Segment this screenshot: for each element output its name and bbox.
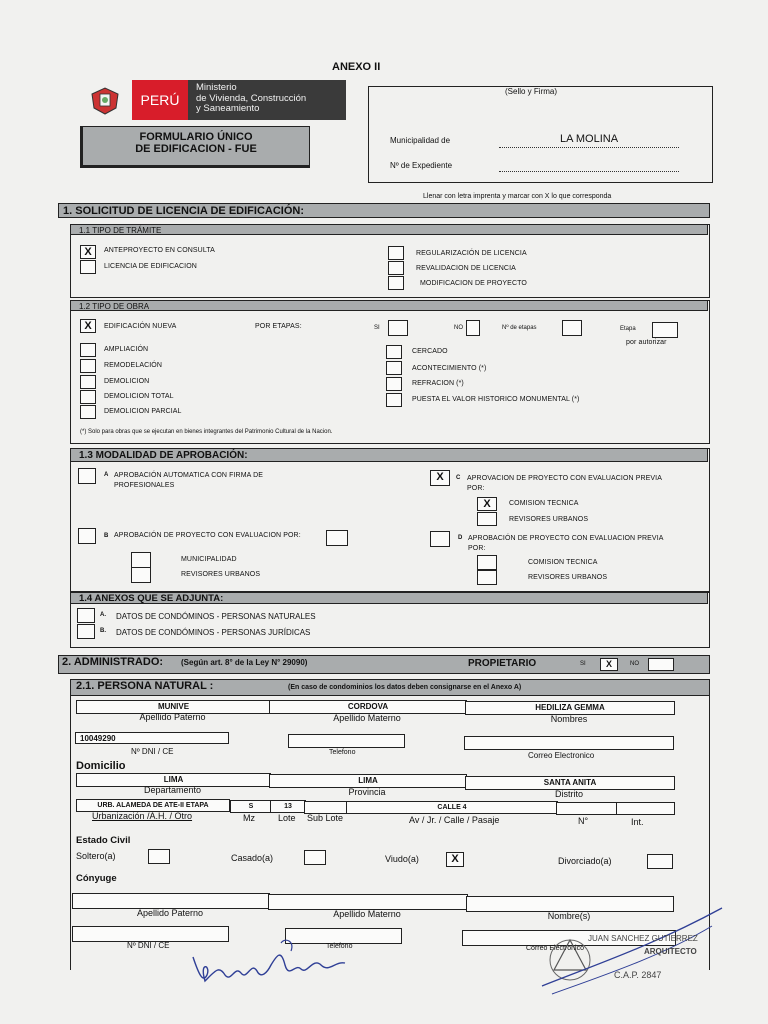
section1-title: 1. SOLICITUD DE LICENCIA DE EDIFICACIÓN: — [58, 203, 710, 218]
licencia-edificacion-checkbox[interactable] — [80, 260, 96, 274]
ampliacion-checkbox[interactable] — [80, 343, 96, 357]
modificacion-checkbox[interactable] — [388, 276, 404, 290]
section-1-4-title: 1.4 ANEXOS QUE SE ADJUNTA: — [70, 592, 708, 604]
municipality-value: LA MOLINA — [559, 133, 619, 145]
annex-b-letter: B. — [100, 628, 106, 634]
stages-yes-checkbox[interactable] — [388, 320, 408, 336]
names-field[interactable]: HEDILIZA GEMMA — [465, 701, 675, 715]
demolicion-total-checkbox[interactable] — [80, 390, 96, 404]
owner-no-label: NO — [630, 661, 639, 667]
revisores-urbanos-c-label: REVISORES URBANOS — [509, 516, 589, 523]
remodelacion-checkbox[interactable] — [80, 359, 96, 373]
number-label: N° — [578, 816, 589, 826]
section-1-3-frame — [70, 448, 710, 592]
section-1-3-title: 1.3 MODALIDAD DE APROBACIÓN: — [70, 448, 708, 462]
maternal-surname-label: Apellido Materno — [333, 713, 401, 723]
licencia-edificacion-label: LICENCIA DE EDIFICACION — [104, 263, 197, 270]
instructions: Llenar con letra imprenta y marcar con X lo que corresponda — [423, 193, 612, 200]
approval-b-extra-checkbox[interactable] — [326, 530, 348, 546]
street-label: Av / Jr. / Calle / Pasaje — [409, 815, 500, 825]
revisores-urbanos-d-label: REVISORES URBANOS — [528, 574, 608, 581]
block-label: Mz — [243, 813, 255, 823]
revisores-urbanos-c-checkbox[interactable] — [477, 512, 497, 526]
email-label: Correo Electronico — [528, 751, 595, 760]
remodelacion-label: REMODELACIÓN — [104, 362, 162, 369]
spouse-names-label: Nombre(s) — [547, 911, 591, 921]
district-label: Distrito — [554, 789, 583, 799]
province-field[interactable]: LIMA — [269, 774, 467, 788]
stages-no-label: NO — [454, 325, 463, 331]
revisores-urbanos-b-label: REVISORES URBANOS — [181, 571, 261, 578]
approval-a-letter: A — [104, 472, 109, 478]
civil-status-label: Estado Civil — [76, 835, 131, 846]
edificacion-nueva-label: EDIFICACIÓN NUEVA — [104, 323, 177, 330]
regularizacion-checkbox[interactable] — [388, 246, 404, 260]
demolicion-total-label: DEMOLICION TOTAL — [104, 393, 174, 400]
form-title: FORMULARIO ÚNICO DE EDIFICACION - FUE — [135, 131, 257, 155]
married-checkbox[interactable] — [304, 850, 326, 865]
lot-field[interactable]: 13 — [270, 800, 306, 813]
approval-d-label: APROBACIÓN DE PROYECTO CON EVALUACION PREVIA POR: — [468, 535, 664, 552]
section-1-1-title: 1.1 TIPO DE TRÁMITE — [70, 224, 708, 235]
revalidacion-checkbox[interactable] — [388, 261, 404, 275]
revisores-urbanos-d-checkbox[interactable] — [477, 570, 497, 585]
phone-field[interactable] — [288, 734, 405, 748]
approval-a-checkbox[interactable] — [78, 468, 96, 484]
widowed-checkbox[interactable]: X — [446, 852, 464, 867]
architect-title: ARQUITECTO — [644, 947, 697, 956]
valor-historico-label: PUESTA EL VALOR HISTORICO MONUMENTAL (*) — [412, 396, 580, 403]
spouse-maternal-field[interactable] — [268, 894, 468, 910]
approval-b-checkbox[interactable] — [78, 528, 96, 544]
urbanization-label: Urbanización /A.H. / Otro — [92, 811, 193, 821]
revalidacion-label: REVALIDACION DE LICENCIA — [416, 265, 516, 272]
ministry-name: Ministerio de Vivienda, Construcción y Saneamiento — [188, 80, 346, 120]
department-label: Departamento — [143, 785, 202, 795]
spouse-maternal-label: Apellido Materno — [333, 909, 401, 919]
handwritten-signature — [185, 935, 355, 990]
phone-label: Telefono — [329, 749, 356, 756]
annex-b-label: DATOS DE CONDÓMINOS - PERSONAS JURÍDICAS — [116, 628, 311, 637]
file-number-field[interactable] — [499, 160, 679, 172]
single-checkbox[interactable] — [148, 849, 170, 864]
department-field[interactable]: LIMA — [76, 773, 271, 787]
demolicion-checkbox[interactable] — [80, 375, 96, 389]
stage-label: Etapa — [620, 326, 636, 332]
divorced-checkbox[interactable] — [647, 854, 673, 869]
comision-tecnica-c-checkbox[interactable]: X — [477, 497, 497, 511]
interior-field[interactable] — [616, 802, 675, 815]
valor-historico-checkbox[interactable] — [386, 393, 402, 407]
spouse-dni-label: Nº DNI / CE — [127, 941, 170, 950]
district-field[interactable]: SANTA ANITA — [465, 776, 675, 790]
approval-d-letter: D — [458, 535, 463, 541]
email-field[interactable] — [464, 736, 674, 750]
section2-subtitle: (Según art. 8° de la Ley N° 29090) — [181, 658, 308, 667]
spouse-paternal-label: Apellido Paterno — [136, 908, 204, 918]
widowed-label: Viudo(a) — [385, 854, 419, 864]
revisores-urbanos-b-checkbox[interactable] — [131, 567, 151, 583]
street-field[interactable]: CALLE 4 — [346, 801, 558, 814]
seal-label: (Sello y Firma) — [505, 87, 558, 96]
annex-title: ANEXO II — [332, 61, 381, 73]
regularizacion-label: REGULARIZACIÓN DE LICENCIA — [416, 250, 527, 257]
municipality-label: Municipalidad de — [390, 136, 451, 145]
por-etapas-label: POR ETAPAS: — [255, 323, 302, 330]
refraccion-checkbox[interactable] — [386, 377, 402, 391]
owner-yes-checkbox[interactable]: X — [600, 658, 618, 671]
form-title-box — [80, 126, 310, 168]
comision-tecnica-d-label: COMISION TECNICA — [528, 559, 598, 566]
to-authorize-label: por autorizar — [626, 339, 667, 346]
divorced-label: Divorciado(a) — [558, 856, 612, 866]
annex-b-checkbox[interactable] — [77, 624, 95, 639]
dni-field[interactable]: 10049290 — [75, 732, 229, 744]
modificacion-label: MODIFICACION DE PROYECTO — [420, 280, 527, 287]
edificacion-nueva-checkbox[interactable]: X — [80, 319, 96, 333]
demolicion-parcial-label: DEMOLICION PARCIAL — [104, 408, 182, 415]
acontecimiento-checkbox[interactable] — [386, 361, 402, 375]
anteproyecto-checkbox[interactable]: X — [80, 245, 96, 259]
names-label: Nombres — [550, 714, 588, 724]
block-field[interactable]: S — [230, 800, 272, 813]
paternal-surname-label: Apellido Paterno — [139, 712, 206, 722]
demolicion-label: DEMOLICION — [104, 378, 150, 385]
approval-c-letter: C — [456, 475, 461, 481]
annex-a-checkbox[interactable] — [77, 608, 95, 623]
approval-c-checkbox[interactable]: X — [430, 470, 450, 486]
dni-label: Nº DNI / CE — [131, 747, 174, 756]
refraccion-label: REFRACION (*) — [412, 380, 464, 387]
seal-frame — [368, 86, 713, 183]
domicile-label: Domicilio — [76, 760, 126, 772]
maternal-surname-field[interactable]: CORDOVA — [269, 700, 467, 714]
married-label: Casado(a) — [231, 853, 274, 863]
peru-coat-of-arms — [88, 84, 122, 116]
owner-no-checkbox[interactable] — [648, 658, 674, 671]
annex-a-label: DATOS DE CONDÓMINOS - PERSONAS NATURALES — [116, 612, 316, 621]
spouse-paternal-field[interactable] — [72, 893, 270, 909]
approval-b-letter: B — [104, 533, 109, 539]
spouse-phone-label: Telefono — [326, 943, 353, 950]
ampliacion-label: AMPLIACIÓN — [104, 346, 149, 353]
municipality-field[interactable] — [499, 133, 679, 148]
owner-yes-label: SI — [580, 661, 586, 667]
annex-a-letter: A. — [100, 612, 106, 618]
architect-stamp — [532, 906, 732, 1002]
municipalidad-b-label: MUNICIPALIDAD — [181, 556, 237, 563]
demolicion-parcial-checkbox[interactable] — [80, 405, 96, 419]
num-stages-field[interactable] — [562, 320, 582, 336]
owner-label: PROPIETARIO — [468, 658, 537, 669]
province-label: Provincia — [348, 787, 386, 797]
cultural-heritage-note: (*) Solo para obras que se ejecutan en bienes integrantes del Patrimonio Cultural de la Nacion. — [80, 429, 333, 435]
comision-tecnica-c-label: COMISION TECNICA — [509, 500, 579, 507]
approval-a-label: APROBACIÓN AUTOMATICA CON FIRMA DE PROFESIONALES — [114, 472, 263, 489]
section2-title: 2. ADMINISTRADO: — [62, 656, 164, 668]
approval-d-checkbox[interactable] — [430, 531, 450, 547]
num-stages-label: Nº de etapas — [502, 325, 537, 331]
urbanization-field[interactable]: URB. ALAMEDA DE ATE-II ETAPA — [76, 799, 230, 812]
spouse-label: Cónyuge — [76, 873, 117, 884]
section-2-1-note: (En caso de condominios los datos deben consignarse en el Anexo A) — [288, 684, 522, 691]
stages-no-checkbox[interactable] — [466, 320, 480, 336]
paternal-surname-field[interactable]: MUNIVE — [76, 700, 271, 714]
stages-yes-label: SI — [374, 325, 380, 331]
cercado-label: CERCADO — [412, 348, 448, 355]
comision-tecnica-d-checkbox[interactable] — [477, 555, 497, 570]
section-1-2-title: 1.2 TIPO DE OBRA — [70, 300, 708, 311]
architect-cap: C.A.P. 2847 — [614, 970, 662, 980]
architect-name: JUAN SANCHEZ GUTIERREZ — [588, 934, 698, 943]
number-field[interactable] — [556, 802, 618, 815]
approval-c-label: APROVACION DE PROYECTO CON EVALUACION PREVIA POR: — [467, 475, 662, 492]
acontecimiento-label: ACONTECIMIENTO (*) — [412, 365, 487, 372]
approval-b-label: APROBACIÓN DE PROYECTO CON EVALUACION POR: — [114, 532, 301, 539]
peru-logo-block: PERÚ — [132, 80, 188, 120]
section-2-1-title: 2.1. PERSONA NATURAL : — [76, 680, 214, 692]
cercado-checkbox[interactable] — [386, 345, 402, 359]
municipalidad-b-checkbox[interactable] — [131, 552, 151, 568]
interior-label: Int. — [631, 817, 644, 827]
anteproyecto-label: ANTEPROYECTO EN CONSULTA — [104, 247, 215, 254]
stage-field[interactable] — [652, 322, 678, 338]
sublot-label: Sub Lote — [307, 813, 344, 823]
single-label: Soltero(a) — [76, 851, 116, 861]
file-number-label: Nº de Expediente — [390, 161, 453, 170]
spouse-email-label: Correo Electronico — [526, 945, 584, 952]
lot-label: Lote — [278, 813, 296, 823]
